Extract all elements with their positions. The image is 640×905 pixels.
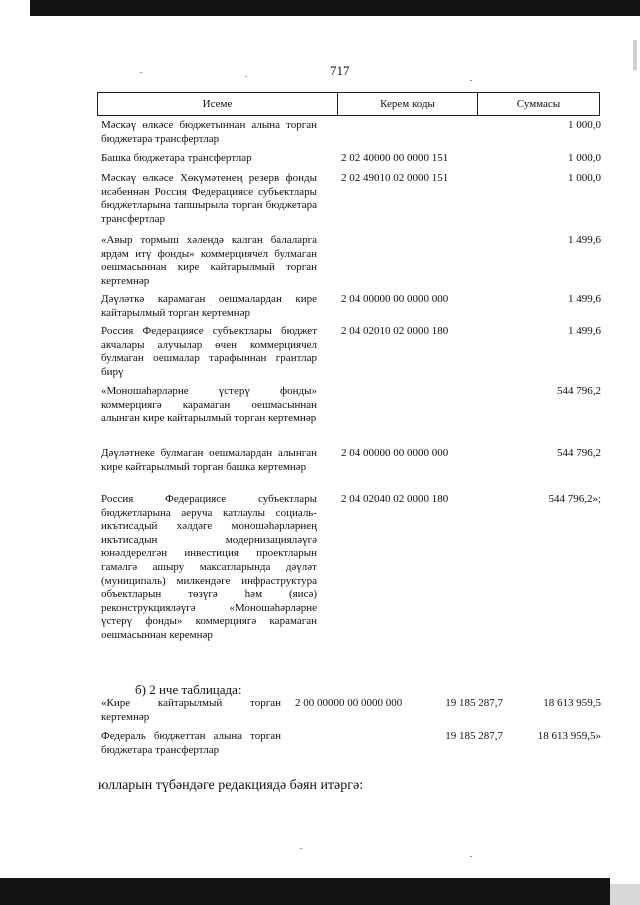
scan-mark-right	[633, 40, 637, 70]
scan-border-bottom	[0, 878, 610, 905]
row-sum: 1 000,0	[568, 172, 601, 184]
row-code: 2 02 49010 02 0000 151	[341, 172, 449, 184]
row-name: Дәүләтнеке булмаган оешмалардан алынган кире кайтарылмый торган башка кертемнәр	[101, 447, 317, 473]
scan-speck	[245, 76, 247, 77]
closing-text: юлларын түбәндәге редакциядә бәян итәргә:	[98, 778, 364, 793]
row-name: «Моношәһәрләрне үстерү фонды» коммерциягә карамаган оешмасыннан алынган кире кайтарылмый торган кертемнәр	[101, 385, 317, 425]
row-name: «Авыр тормыш хәлендә калган балаларга ярдәм итү фонды» коммерциячел булмаган оешмасыннан кире кайтарылмый торган кертемнәр	[101, 234, 317, 287]
page-number: 717	[330, 63, 350, 78]
header-sum: Суммасы	[516, 98, 561, 110]
row-value-2: 18 613 959,5»	[537, 730, 601, 742]
row-name: Россия Федерациясе субъектлары бюджетларына аеруча катлаулы социаль-икътисадый хәлдәге моношәһәрләрнең икътисадын модернизацияләүгә юнәлдерелгән инвестиция проектларын гамәлгә ашыру максатларында дәүләт (муниципаль) милкендәге инфраструктура объектларын төзүгә һәм (яисә) реконструкцияләүгә «Моношәһәрләрне үстерү фонды» коммерциягә карамаган оешмасыннан керемнәр	[101, 493, 317, 641]
row-code: 2 04 02010 02 0000 180	[341, 325, 449, 337]
row-sum: 1 499,6	[568, 325, 601, 337]
row-sum: 544 796,2»;	[548, 493, 601, 505]
scan-border-bottom-edge	[610, 884, 640, 905]
row-value-2: 18 613 959,5	[543, 697, 601, 709]
row-name: Федераль бюджеттан алына торган бюджетара трансфертлар	[101, 730, 281, 756]
header-name: Исеме	[98, 93, 338, 115]
row-name: Мәскәү өлкәсе бюджетыннан алына торган бюджетара трансфертлар	[101, 119, 317, 145]
row-name: Мәскәү өлкәсе Хөкүмәтенең резерв фонды исәбеннән Россия Федерациясе субъектлары бюджетларына тапшырыла торган бюджетара трансфертлар	[101, 172, 317, 225]
row-name: «Кире кайтарылмый торган кертемнәр	[101, 697, 281, 723]
row-value-1: 19 185 287,7	[445, 730, 503, 742]
row-sum: 1 000,0	[568, 119, 601, 131]
row-name: Дәүләткә карамаган оешмалардан кире кайтарылмый торган кертемнәр	[101, 293, 317, 319]
row-sum: 544 796,2	[557, 385, 601, 397]
scan-speck	[300, 848, 302, 849]
row-code: 2 04 00000 00 0000 000	[341, 447, 449, 459]
header-code: Керем коды	[338, 93, 478, 115]
row-code: 2 04 00000 00 0000 000	[341, 293, 449, 305]
row-name: Россия Федерациясе субъектлары бюджет акчалары алучылар өчен коммерциячел булмаган оешмалар тарафыннан грантлар бирү	[101, 325, 317, 378]
row-code: 2 02 40000 00 0000 151	[341, 152, 449, 164]
row-sum: 1 499,6	[568, 234, 601, 246]
row-sum: 1 000,0	[568, 152, 601, 164]
scan-speck	[140, 72, 142, 73]
row-code: 2 04 02040 02 0000 180	[341, 493, 449, 505]
row-sum: 544 796,2	[557, 447, 601, 459]
row-name: Башка бюджетара трансфертлар	[101, 152, 252, 164]
scan-border-top	[30, 0, 640, 16]
row-sum: 1 499,6	[568, 293, 601, 305]
table-header	[97, 92, 600, 116]
scan-speck	[470, 80, 472, 81]
scan-speck	[470, 856, 472, 857]
subheading: б) 2 нче таблицада:	[135, 682, 242, 697]
row-code: 2 00 00000 00 0000 000	[295, 697, 403, 709]
row-value-1: 19 185 287,7	[445, 697, 503, 709]
